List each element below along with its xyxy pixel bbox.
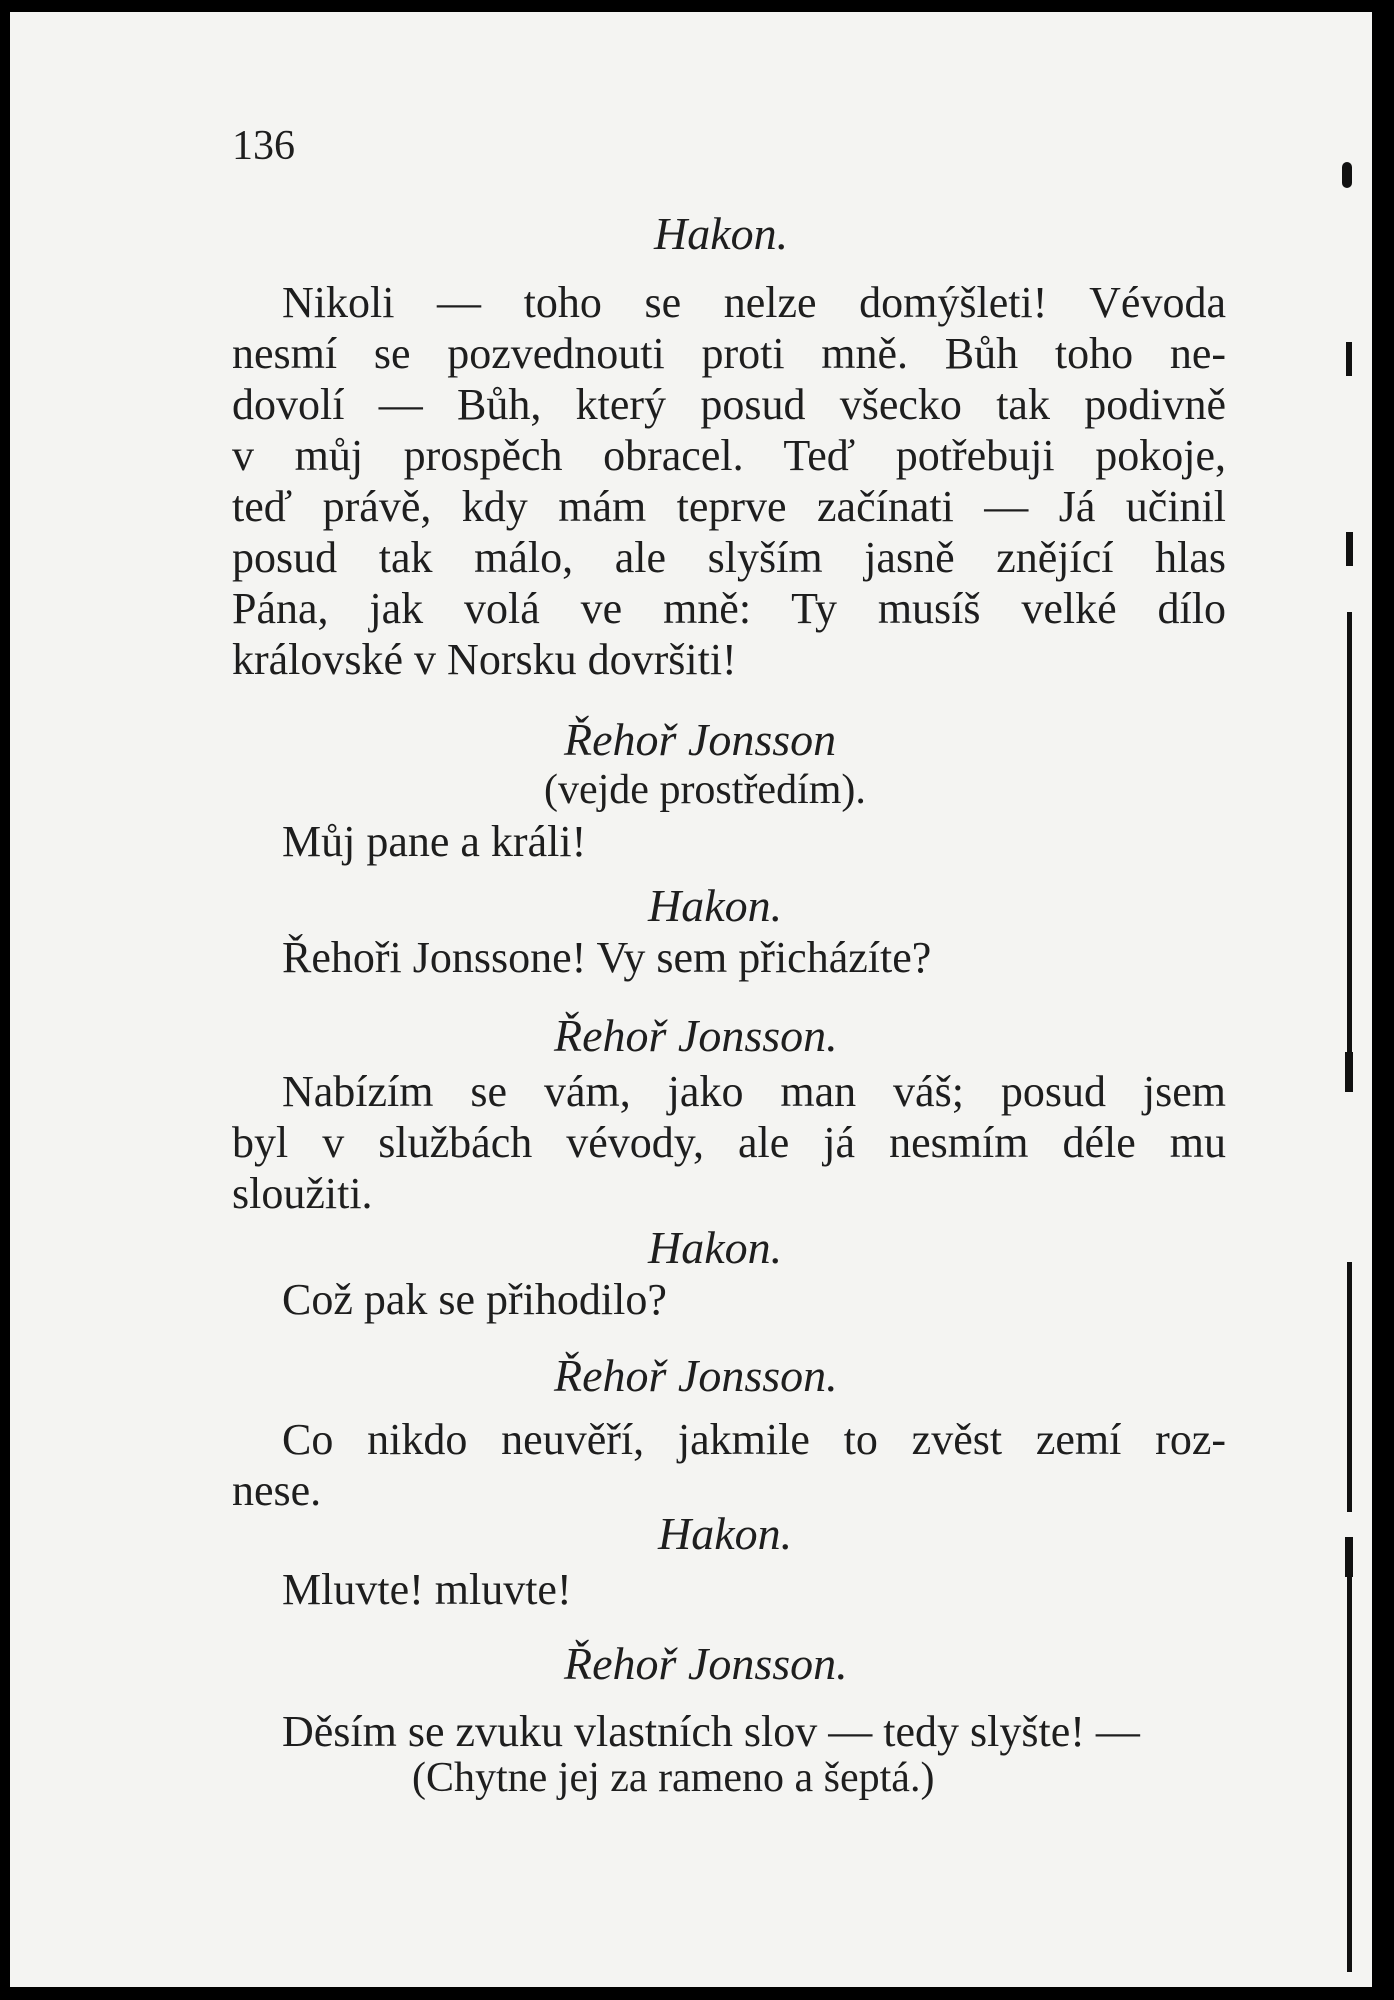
dialogue-line: Nabízím se vám, jako man váš; posud jsem	[282, 1067, 1226, 1116]
speaker-name: Hakon.	[658, 1508, 793, 1559]
dialogue-line: Což pak se přihodilo?	[282, 1275, 667, 1324]
dialogue-line: Řehoři Jonssone! Vy sem přicházíte?	[282, 933, 932, 982]
dialogue-line: sloužiti.	[232, 1169, 373, 1218]
edge-mark	[1347, 612, 1352, 1052]
speaker-name: Řehoř Jonsson.	[554, 1350, 838, 1401]
dialogue-line: dovolí — Bůh, který posud všecko tak podivně	[232, 380, 1226, 429]
edge-mark	[1345, 1052, 1353, 1092]
speaker-name: Hakon.	[654, 208, 789, 259]
edge-mark	[1346, 342, 1352, 376]
book-page	[10, 12, 1372, 1987]
edge-mark	[1347, 1262, 1352, 1512]
dialogue-line: Můj pane a králi!	[282, 817, 587, 866]
speaker-name: Hakon.	[648, 1222, 783, 1273]
dialogue-line: Děsím se zvuku vlastních slov — tedy slyšte! —	[282, 1707, 1140, 1756]
dialogue-line: nesmí se pozvednouti proti mně. Bůh toho ne-	[232, 329, 1226, 378]
edge-mark	[1342, 162, 1352, 188]
dialogue-line: královské v Norsku dovršiti!	[232, 635, 737, 684]
speaker-name: Řehoř Jonsson	[564, 714, 837, 765]
edge-mark	[1345, 1537, 1353, 1577]
dialogue-line: teď právě, kdy mám teprve začínati — Já učinil	[232, 482, 1226, 531]
dialogue-line: posud tak málo, ale slyším jasně znějící hlas	[232, 533, 1226, 582]
dialogue-line: Co nikdo neuvěří, jakmile to zvěst zemí roz-	[282, 1415, 1226, 1464]
dialogue-line: nese.	[232, 1466, 322, 1515]
binding-edge	[1312, 12, 1372, 1987]
page-number: 136	[232, 123, 295, 169]
dialogue-line: Mluvte! mluvte!	[282, 1565, 572, 1614]
speaker-name: Řehoř Jonsson.	[564, 1638, 848, 1689]
edge-mark	[1347, 1572, 1352, 1972]
speaker-name: Řehoř Jonsson.	[554, 1010, 838, 1061]
dialogue-line: byl v službách vévody, ale já nesmím déle mu	[232, 1118, 1226, 1167]
edge-mark	[1346, 532, 1353, 566]
stage-direction: (vejde prostředím).	[544, 767, 866, 813]
dialogue-line: v můj prospěch obracel. Teď potřebuji pokoje,	[232, 431, 1226, 480]
stage-direction: (Chytne jej za rameno a šeptá.)	[412, 1755, 935, 1801]
dialogue-line: Nikoli — toho se nelze domýšleti! Vévoda	[282, 278, 1226, 327]
dialogue-line: Pána, jak volá ve mně: Ty musíš velké dílo	[232, 584, 1226, 633]
speaker-name: Hakon.	[648, 880, 783, 931]
